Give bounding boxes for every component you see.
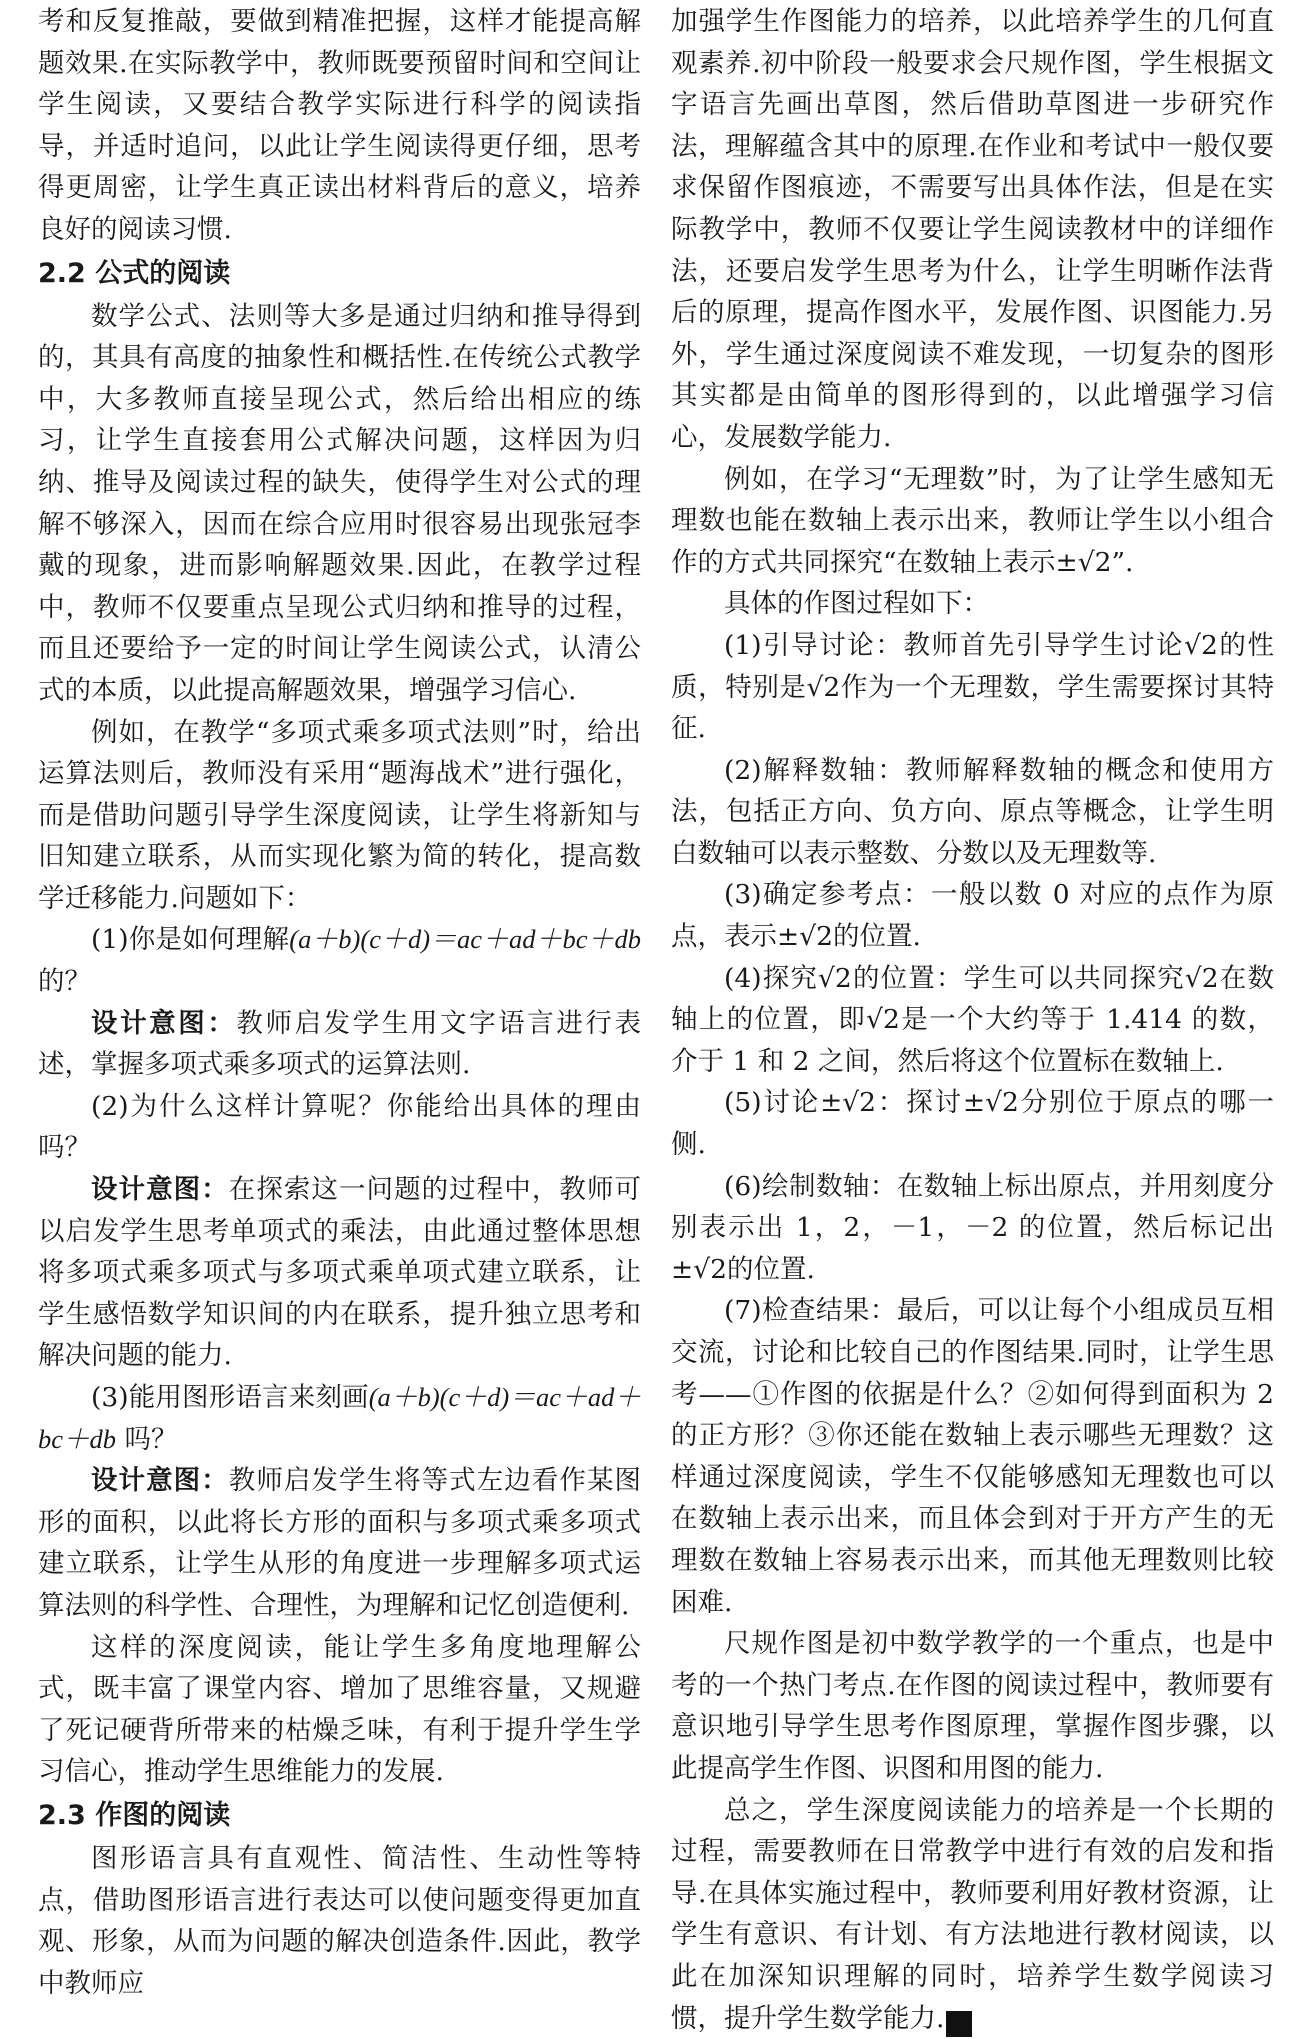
question-text: 的？ bbox=[38, 966, 91, 998]
design-intent-label: 设计意图： bbox=[91, 1465, 229, 1497]
section-heading-2-3: 2.3 作图的阅读 bbox=[38, 1799, 231, 1831]
paragraph: 尺规作图是初中数学教学的一个重点，也是中考的一个热门考点.在作图的阅读过程中，教师要有意识地引导学生思考作图原理，掌握作图步骤，以此提高学生作图、识图和用图的能力. bbox=[671, 1628, 1274, 1784]
step-7: (7)检查结果：最后，可以让每个小组成员互相交流，讨论和比较自己的作图结果.同时，让学生思考——①作图的依据是什么？②如何得到面积为 2 的正方形？③你还能在数轴上表示哪些无理数？这样通过深度阅读，学生不仅能够感知无理数也可以在数轴上表示出来，而且体会到对于开方产生的无理数在数轴上容易表示出来，而其他无理数则比较困难. bbox=[671, 1295, 1274, 1618]
paragraph: 图形语言具有直观性、简洁性、生动性等特点，借助图形语言进行表达可以使问题变得更加直观、形象，从而为问题的解决创造条件.因此，教学中教师应 bbox=[38, 1842, 641, 1999]
design-intent-text: 在探索这一问题的过程中，教师可以启发学生思考单项式的乘法，由此通过整体思想将多项式乘多项式与多项式乘单项式建立联系，让学生感悟数学知识间的内在联系，提升独立思考和解决问题的能力. bbox=[38, 1174, 642, 1372]
step-4: (4)探究√2的位置：学生可以共同探究√2在数轴上的位置，即√2是一个大约等于 1.414 的数，介于 1 和 2 之间，然后将这个位置标在数轴上. bbox=[671, 962, 1274, 1077]
design-intent-3 bbox=[38, 1460, 641, 1626]
section-heading-2-2: 2.2 公式的阅读 bbox=[38, 257, 231, 289]
design-intent-label: 设计意图： bbox=[91, 1174, 229, 1206]
step-2: (2)解释数轴：教师解释数轴的概念和使用方法，包括正方向、负方向、原点等概念，让学生明白数轴可以表示整数、分数以及无理数等. bbox=[671, 754, 1274, 869]
step-1: (1)引导讨论：教师首先引导学生讨论√2的性质，特别是√2作为一个无理数，学生需要探讨其特征. bbox=[671, 629, 1274, 745]
design-intent-2 bbox=[38, 1169, 641, 1377]
design-intent-text: 教师启发学生用文字语言进行表述，掌握多项式乘多项式的运算法则. bbox=[38, 1007, 642, 1081]
question-text: 吗？ bbox=[116, 1423, 178, 1455]
question-text: (3)能用图形语言来刻画 bbox=[91, 1382, 369, 1413]
question-2: (2)为什么这样计算呢？你能给出具体的理由吗？ bbox=[38, 1090, 641, 1164]
formula: (a＋b)(c＋d)＝ac＋ad＋bc＋db bbox=[38, 1382, 641, 1454]
question-3 bbox=[38, 1377, 641, 1460]
paragraph: 数学公式、法则等大多是通过归纳和推导得到的，其具有高度的抽象性和概括性.在传统公式教学中，大多教师直接呈现公式，然后给出相应的练习，让学生直接套用公式解决问题，这样因为归纳、推导及阅读过程的缺失，使得学生对公式的理解不够深入，因而在综合应用时很容易出现张冠李戴的现象，进而影响解题效果.因此，在教学过程中，教师不仅要重点呈现公式归纳和推导的过程，而且还要给予一定的时间让学生阅读公式，认清公式的本质，以此提高解题效果，增强学习信心. bbox=[38, 300, 641, 706]
design-intent-label: 设计意图： bbox=[91, 1007, 237, 1039]
step-6: (6)绘制数轴：在数轴上标出原点，并用刻度分别表示出 1，2，－1，－2 的位置，然后标记出±√2的位置. bbox=[671, 1170, 1274, 1285]
paragraph: 考和反复推敲，要做到精准把握，这样才能提高解题效果.在实际教学中，教师既要预留时间和空间让学生阅读，又要结合教学实际进行科学的阅读指导，并适时追问，以此让学生阅读得更仔细，思考得更周密，让学生真正读出材料背后的意义，培养良好的阅读习惯. bbox=[38, 6, 641, 245]
paragraph: 这样的深度阅读，能让学生多角度地理解公式，既丰富了课堂内容、增加了思维容量，又规避了死记硬背所带来的枯燥乏味，有利于提升学生学习信心，推动学生思维能力的发展. bbox=[38, 1631, 641, 1788]
question-text: (1)你是如何理解 bbox=[91, 924, 290, 956]
step-3: (3)确定参考点：一般以数 0 对应的点作为原点，表示±√2的位置. bbox=[671, 879, 1274, 953]
paragraph bbox=[671, 1790, 1274, 2039]
formula: (a＋b)(c＋d)＝ac＋ad＋bc＋db bbox=[289, 924, 641, 955]
paragraph: 具体的作图过程如下： bbox=[724, 588, 989, 620]
paragraph: 加强学生作图能力的培养，以此培养学生的几何直观素养.初中阶段一般要求会尺规作图，学生根据文字语言先画出草图，然后借助草图进一步研究作法，理解蕴含其中的原理.在作业和考试中一般仅要求保留作图痕迹，不需要写出具体作法，但是在实际教学中，教师不仅要让学生阅读教材中的详细作法，还要启发学生思考为什么，让学生明晰作法背后的原理，提高作图水平，发展作图、识图能力.另外，学生通过深度阅读不难发现，一切复杂的图形其实都是由简单的图形得到的，以此增强学习信心，发展数学能力. bbox=[671, 6, 1274, 453]
paragraph: 例如，在教学“多项式乘多项式法则”时，给出运算法则后，教师没有采用“题海战术”进行强化，而是借助问题引导学生深度阅读，让学生将新知与旧知建立联系，从而实现化繁为简的转化，提高数学迁移能力.问题如下： bbox=[38, 716, 641, 914]
closing-text: 总之，学生深度阅读能力的培养是一个长期的过程，需要教师在日常教学中进行有效的启发和指导.在具体实施过程中，教师要利用好教材资源，让学生有意识、有计划、有方法地进行教材阅读，以此在加深知识理解的同时，培养学生数学阅读习惯，提升学生数学能力. bbox=[671, 1794, 1274, 2034]
design-intent-text: 教师启发学生将等式左边看作某图形的面积，以此将长方形的面积与多项式乘多项式建立联系，让学生从形的角度进一步理解多项式运算法则的科学性、合理性，为理解和记忆创造便利. bbox=[38, 1465, 642, 1621]
paragraph: 例如，在学习“无理数”时，为了让学生感知无理数也能在数轴上表示出来，教师让学生以小组合作的方式共同探究“在数轴上表示±√2”. bbox=[671, 463, 1274, 578]
question-1 bbox=[38, 919, 641, 1002]
right-column bbox=[671, 0, 1274, 2036]
end-mark-logo: Z bbox=[946, 2011, 972, 2037]
left-column bbox=[38, 0, 642, 1999]
design-intent-1 bbox=[38, 1003, 641, 1086]
step-5: (5)讨论±√2：探讨±√2分别位于原点的哪一侧. bbox=[671, 1087, 1274, 1161]
